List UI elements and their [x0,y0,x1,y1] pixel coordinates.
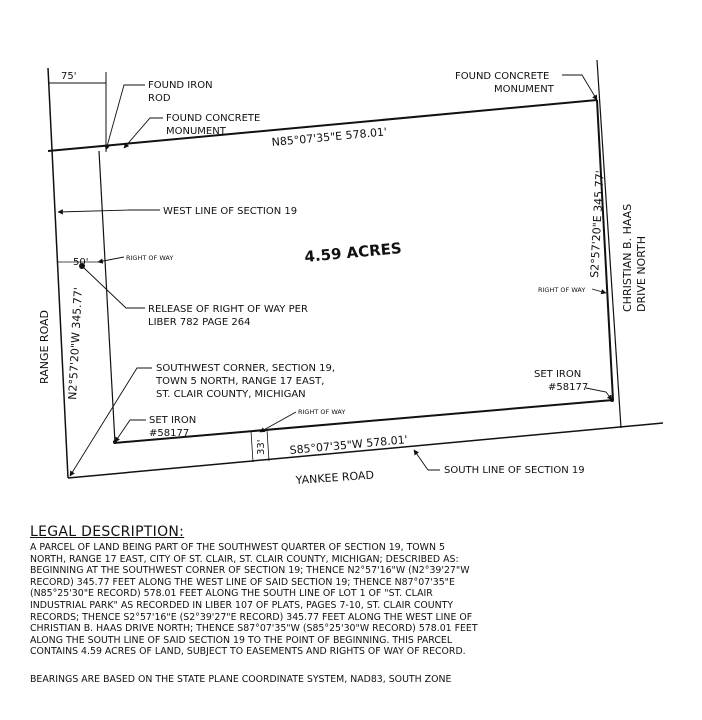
found-iron-rod-label-1: FOUND IRON [148,80,213,91]
leader-row-east [592,289,606,293]
legal-description-body [30,542,690,658]
row-east-label: RIGHT OF WAY [538,286,586,294]
set-iron-left-label-2: #58177 [149,428,190,439]
row-south-label: RIGHT OF WAY [298,408,346,416]
west-section-line [48,68,68,478]
leader-set-iron-left [115,420,146,442]
set-iron-left-marker [113,440,117,444]
west-right-of-way-line [99,151,115,443]
found-concrete-right-label-2: MONUMENT [494,84,554,95]
legal-line: RECORDS; THENCE S2°57'16"E (S2°39'27"E RECORD) 345.77 FEET ALONG THE WEST LINE OF [30,611,473,623]
legal-line: NORTH, RANGE 17 EAST, CITY OF ST. CLAIR, ST. CLAIR COUNTY, MICHIGAN; DESCRIBED AS: [30,553,459,565]
found-iron-rod-label-2: ROD [148,93,171,104]
south-line-label: SOUTH LINE OF SECTION 19 [444,465,585,476]
release-row-label-1: RELEASE OF RIGHT OF WAY PER [148,304,308,315]
legal-line: CHRISTIAN B. HAAS DRIVE NORTH; THENCE S87°07'35"W (S85°25'30"W RECORD) 578.01 FEET [30,623,478,635]
leader-release-row [84,268,145,308]
south-road-label: YANKEE ROAD [295,468,375,487]
legal-description-block [30,524,690,685]
west-line-label: WEST LINE OF SECTION 19 [163,206,298,217]
area-label: 4.59 ACRES [303,239,403,266]
set-iron-right-marker [610,398,614,402]
leader-set-iron-right [586,388,612,400]
sw-corner-label-2: TOWN 5 NORTH, RANGE 17 EAST, [156,376,325,387]
dim-33-label: 33' [256,439,267,455]
leader-south-line [414,450,440,470]
dim-33-right [267,430,269,461]
row-west-label: RIGHT OF WAY [126,254,174,262]
west-bearing-label: N2°57'20"W 345.77' [66,286,85,401]
sw-corner-label-3: ST. CLAIR COUNTY, MICHIGAN [156,389,306,400]
legal-line: INDUSTRIAL PARK" AS RECORDED IN LIBER 107 OF PLATS, PAGES 7-10, ST. CLAIR COUNTY [30,599,454,611]
sw-corner-label-1: SOUTHWEST CORNER, SECTION 19, [156,363,336,374]
east-bearing-label: S2°57'20"E 345.77' [588,170,607,279]
found-concrete-right-label-1: FOUND CONCRETE [455,71,550,82]
legal-line: BEGINNING AT THE SOUTHWEST CORNER OF SECTION 19; THENCE N2°57'16"W (N2°39'27"W [30,565,470,577]
release-row-label-2: LIBER 782 PAGE 264 [148,317,251,328]
dim-75-label: 75' [61,71,77,82]
leader-row-west [98,257,124,262]
west-road-label: RANGE ROAD [38,309,51,384]
set-iron-right-label-2: #58177 [548,382,589,393]
legal-line: CONTAINS 4.59 ACRES OF LAND, SUBJECT TO EASEMENTS AND RIGHTS OF WAY OF RECORD. [30,646,466,658]
south-bearing-label: S85°07'35"W 578.01' [289,433,409,457]
legal-description-title: LEGAL DESCRIPTION: [30,524,185,540]
legal-line: ALONG THE SOUTH LINE OF SAID SECTION 19 TO THE POINT OF BEGINNING. THIS PARCEL [30,634,453,646]
set-iron-left-label-1: SET IRON [149,415,197,426]
east-road-label-1: CHRISTIAN B. HAAS [621,203,634,312]
east-road-label-2: DRIVE NORTH [635,235,648,312]
dim-50-label: 50' [73,257,89,268]
set-iron-right-label-1: SET IRON [534,369,582,380]
dim-33-left [251,431,253,462]
leader-found-concrete-right [562,75,597,100]
leader-sw-corner [70,368,152,476]
bearings-note: BEARINGS ARE BASED ON THE STATE PLANE COORDINATE SYSTEM, NAD83, SOUTH ZONE [30,673,452,685]
legal-line: (N85°25'30"E RECORD) 578.01 FEET ALONG THE SOUTH LINE OF LOT 1 OF "ST. CLAIR [30,588,433,600]
north-bearing-label: N85°07'35"E 578.01' [271,125,388,149]
legal-line: RECORD) 345.77 FEET ALONG THE WEST LINE OF SAID SECTION 19; THENCE N87°07'35"E [30,576,455,588]
legal-line: A PARCEL OF LAND BEING PART OF THE SOUTHWEST QUARTER OF SECTION 19, TOWN 5 [30,542,445,553]
found-concrete-left-label-1: FOUND CONCRETE [166,113,261,124]
leader-found-iron-rod [106,85,145,150]
found-concrete-left-label-2: MONUMENT [166,126,226,137]
leader-west-line [58,210,160,212]
